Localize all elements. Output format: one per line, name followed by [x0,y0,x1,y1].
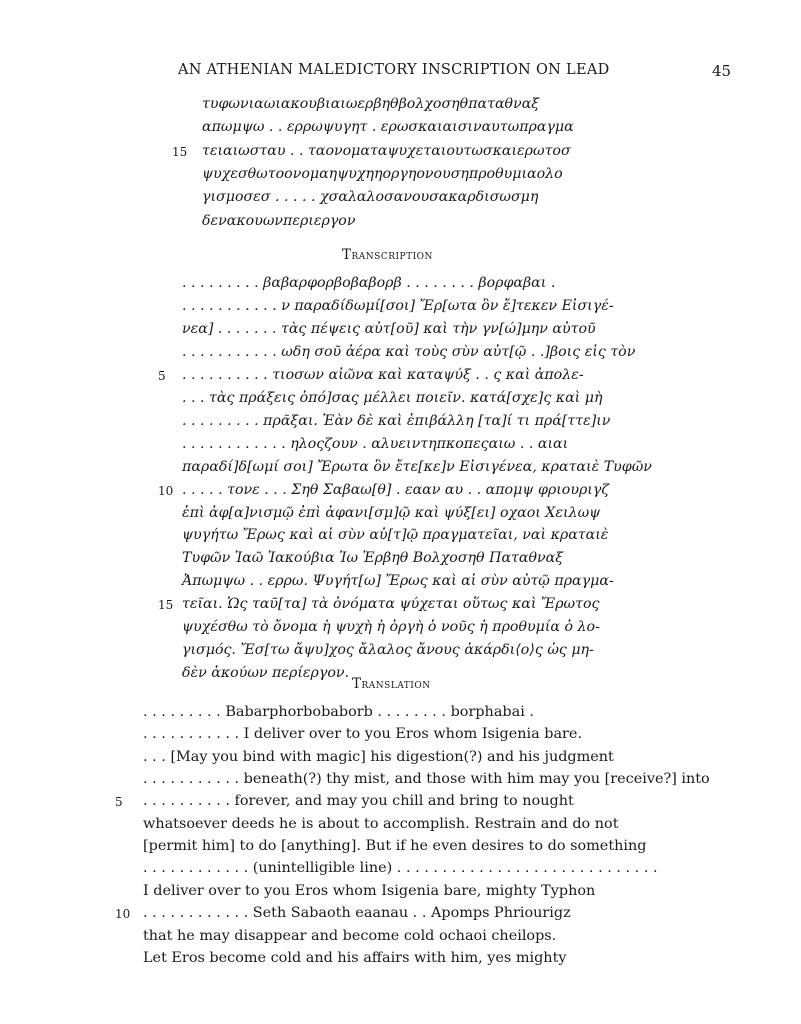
line-number: 10 [115,907,131,922]
transcription-line: . . . . . τονε . . . Σηθ Σαβαω[θ] . εααν αυ . . απομψ φριουριγζ [182,481,610,498]
transcription-line: νεα] . . . . . . . τὰς πέψεις αὐτ[οῦ] καὶ τὴν γν[ώ]μην αὐτοῦ [182,320,596,337]
transcription-line: ψυγήτω Ἔρως καὶ αἱ σὺν αὐ[τ]ῷ πραγματεῖαι, ναὶ κραταιὲ [182,527,609,544]
line-number: 5 [115,795,123,810]
continuation-line: ψυχεσθωτοονομαηψυχηηοργηονουσηπροθυμιαολο [202,165,563,182]
continuation-line: τειαιωσταυ . . ταονοματαψυχεταιουτωσκαιερωτοσ [202,142,571,159]
page-number: 45 [712,62,732,80]
running-head: AN ATHENIAN MALEDICTORY INSCRIPTION ON LEAD [178,62,610,78]
translation-line: [permit him] to do [anything]. But if he even desires to do something [143,838,647,855]
translation-line: . . . . . . . . . Babarphorbobaborb . . . . . . . . borphabai . [143,704,534,720]
continuation-line: γισμοσεσ . . . . . χσαλαλοσανουσακαρδισωσμη [202,189,539,206]
transcription-line: παραδί]δ[ωμί σοι] Ἔρωτα ὃν ἔτε[κε]ν Εἰσιγένεα, κραταιὲ Τυφῶν [182,458,652,475]
transcription-line: . . . . . . . . . . τιοσων αἰῶνα καὶ καταψύξ . . ς καὶ ἀπολε- [182,366,584,383]
transcription-line: . . . τὰς πράξεις ὁπό]σας μέλλει ποιεῖν. κατά[σχε]ς καὶ μὴ [182,389,603,406]
continuation-line: τυφωνιαωιακουβιαιωερβηθβολχοσηθπαταθναξ [202,96,540,112]
continuation-line: απωμψω . . ερρωψυγητ . ερωσκαιαισιναυτωπραγμα [202,119,574,136]
transcription-line: Τυφῶν Ἰαῶ Ἰακούβια Ἰω Ἐρβηθ Βολχοσηθ Παταθναξ [182,550,564,567]
translation-line: I deliver over to you Eros whom Isigenia bare, mighty Typhon [143,882,596,899]
transcription-line: . . . . . . . . . . . ωδη σοῦ ἀέρα καὶ τοὺς σὺν αὐτ[ῷ . .]βοις εἰς τὸν [182,343,636,360]
translation-line: . . . [May you bind with magic] his digestion(?) and his judgment [143,748,614,765]
translation-heading: Translation [352,676,431,692]
line-number: 15 [158,598,174,613]
translation-line: . . . . . . . . . . . beneath(?) thy mist, and those with him may you [receive?] into [143,771,710,788]
transcription-line: . . . . . . . . . . . . ηλοςζουν . αλυειντηπκοπεςαιω . . αιαι [182,435,569,452]
line-number: 15 [172,144,188,159]
transcription-line: ψυχέσθω τὸ ὄνομα ἡ ψυχὴ ἡ ὀργὴ ὁ νοῦς ἡ προθυμία ὁ λο- [182,619,600,636]
translation-line: whatsoever deeds he is about to accomplish. Restrain and do not [143,815,619,832]
transcription-line: τεῖαι. Ὡς ταῦ[τα] τὰ ὀνόματα ψύχεται οὕτως καὶ Ἔρωτος [182,596,600,613]
transcription-line: . . . . . . . . . . . ν παραδίδωμί[σοι] Ἔρ[ωτα ὃν ἔ]τεκεν Εἰσιγέ- [182,297,614,314]
translation-line: . . . . . . . . . . . . (unintelligible line) . . . . . . . . . . . . . . . . . . . . . . . . . . . . . [143,860,658,877]
translation-line: . . . . . . . . . . . I deliver over to you Eros whom Isigenia bare. [143,726,583,743]
transcription-line: γισμός. Ἔσ[τω ἄψυ]χος ἄλαλος ἄνους ἀκάρδι⟨ο⟩ς ὡς μη- [182,642,594,659]
transcription-line: ἐπὶ ἀφ[α]νισμῷ ἐπὶ ἀφανι[σμ]ῷ καὶ ψύξ[ει] οχαοι Χειλωψ [182,504,601,521]
line-number: 10 [158,483,174,498]
transcription-heading: Transcription [342,247,433,263]
transcription-line: Ἀπωμψω . . ερρω. Ψυγήτ[ω] Ἔρως καὶ αἱ σὺν αὐτῷ πραγμα- [182,573,614,590]
translation-line: . . . . . . . . . . . . Seth Sabaoth eaanau . . Apomps Phriourigz [143,905,571,922]
transcription-line: . . . . . . . . . πρᾶξαι. Ἐὰν δὲ καὶ ἐπιβάλλη [τα]ί τι πρά[ττε]ιν [182,412,611,429]
translation-line: . . . . . . . . . . forever, and may you chill and bring to nought [143,793,574,810]
translation-line: that he may disappear and become cold ochaoi cheilops. [143,927,557,944]
continuation-line: δενακουωνπεριεργον [202,212,356,229]
translation-line: Let Eros become cold and his affairs with him, yes mighty [143,949,567,966]
line-number: 5 [158,368,166,383]
transcription-line: δὲν ἀκούων περίεργον. [182,665,349,682]
transcription-line: . . . . . . . . . βαβαρφορβοβαβορβ . . . . . . . . βορφαβαι . [182,275,556,291]
